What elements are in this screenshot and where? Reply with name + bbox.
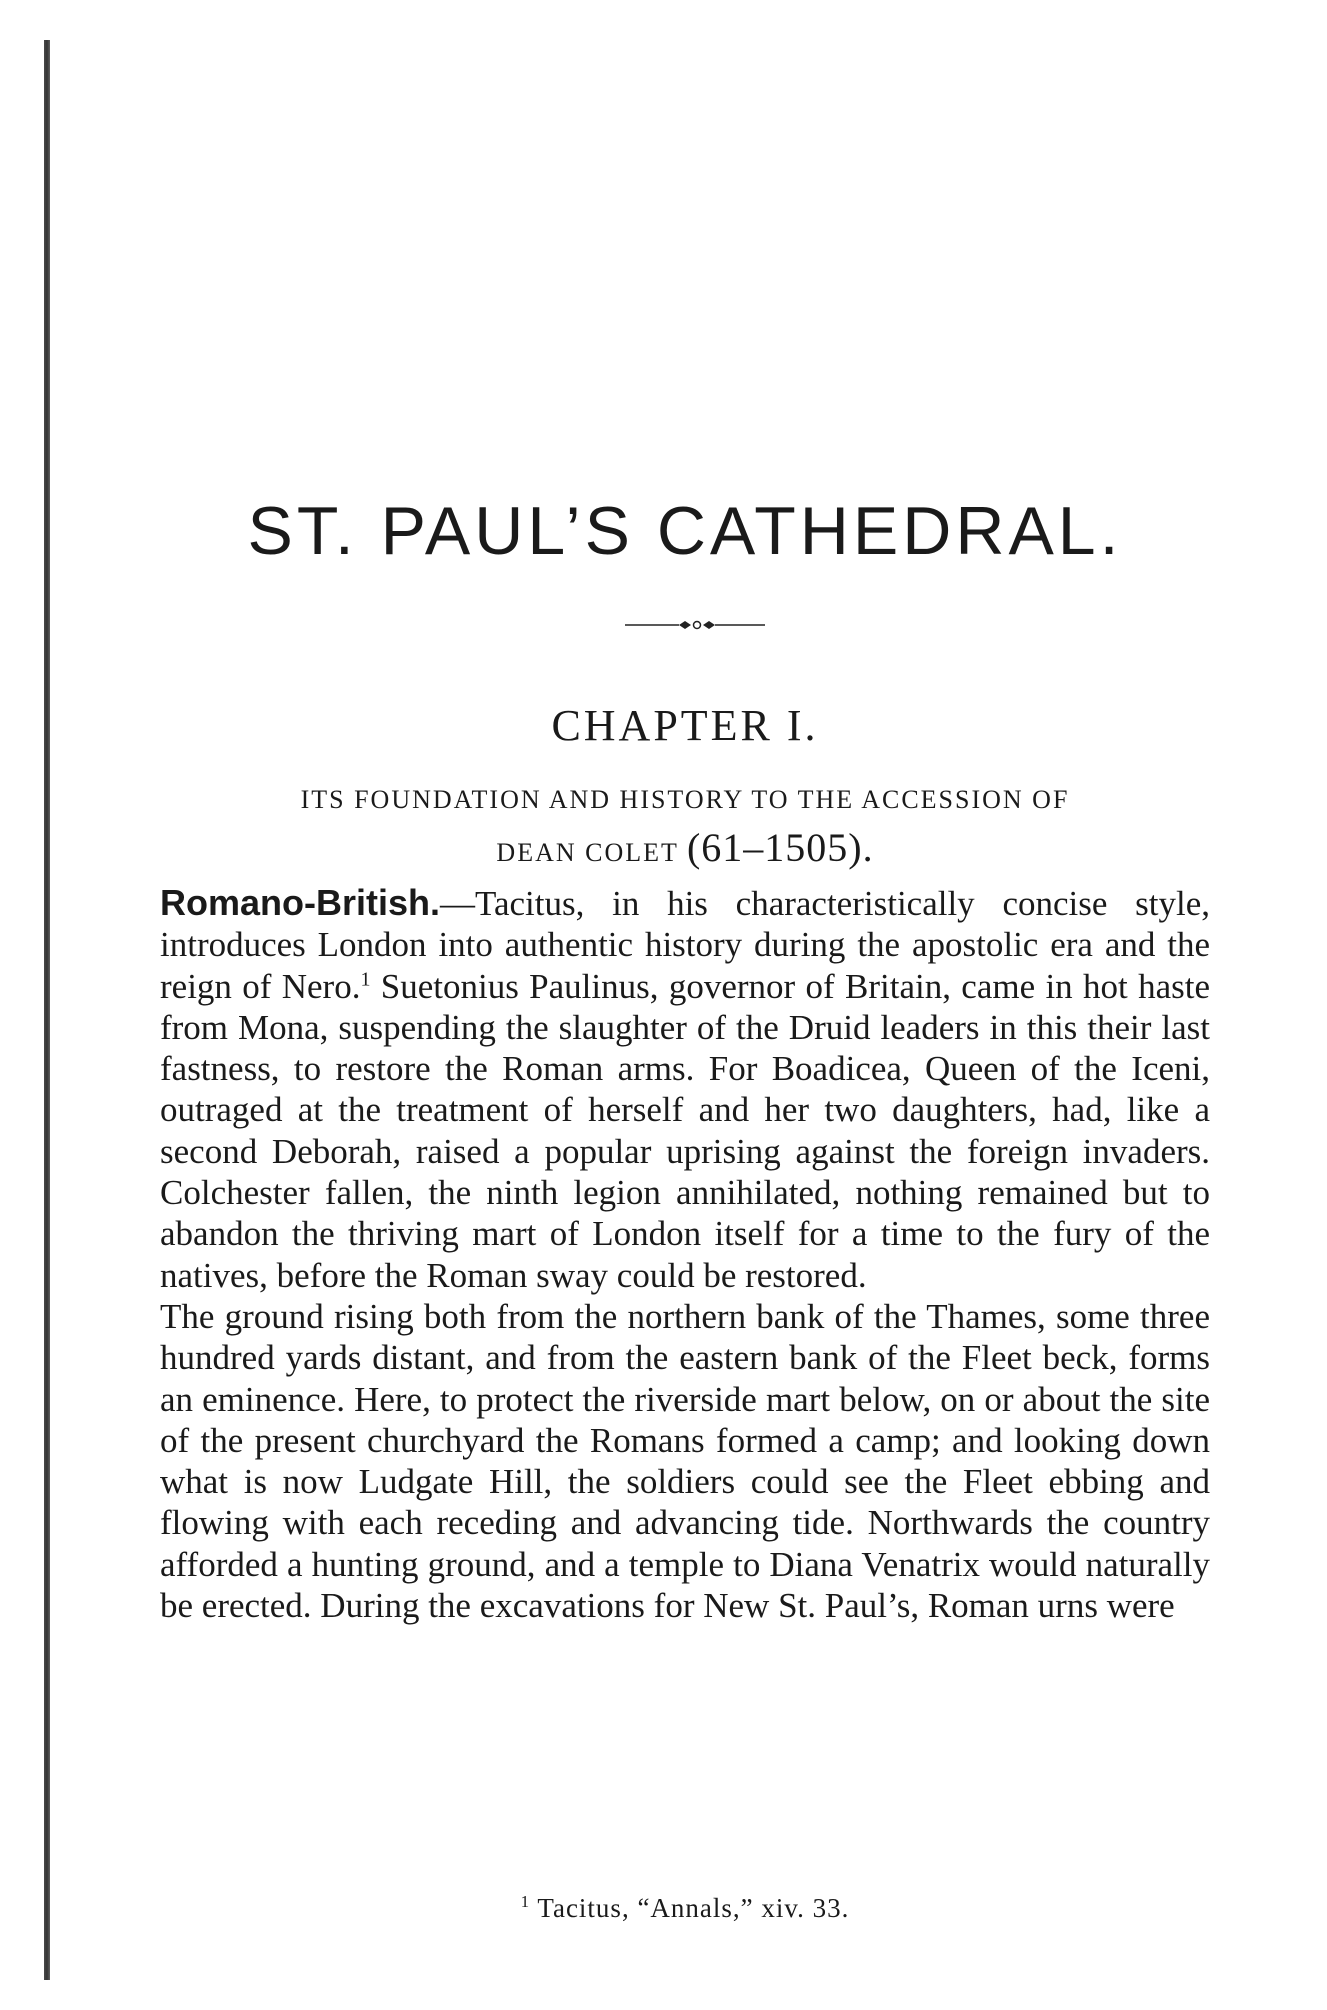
paragraph-1-part-1: —Tacitus, in his characteristically concise style, introduces London into authentic history during the apostolic era and the reign of Nero. — [160, 884, 1210, 1006]
chapter-subtitle-name: DEAN COLET — [496, 838, 679, 867]
chapter-subtitle-line2 — [160, 824, 1210, 877]
footnote-reference: 1 — [360, 967, 371, 990]
body-text — [160, 882, 1210, 1626]
chapter-subtitle-line1: ITS FOUNDATION AND HISTORY TO THE ACCESSION OF — [300, 785, 1070, 814]
paragraph-2: The ground rising both from the northern bank of the Thames, some three hundred yards distant, and from the eastern bank of the Fleet beck, forms an eminence. Here, to protect the riverside mart below, on or about the site of the present churchyard the Romans formed a camp; and looking down what is now Ludgate Hill, the soldiers could see the Fleet ebbing and flowing with each receding and advancing tide. Northwards the country afforded a hunting ground, and a temple to Diana Venatrix would naturally be erected. During the excavations for New St. Paul’s, Roman urns were — [160, 1296, 1210, 1626]
section-lead: Romano-British. — [160, 882, 441, 923]
footnote-mark: 1 — [520, 1892, 531, 1911]
ornament-divider-icon — [625, 618, 765, 632]
footnote-text: Tacitus, “Annals,” xiv. 33. — [530, 1893, 850, 1923]
chapter-heading: CHAPTER I. — [551, 701, 819, 750]
binding-edge — [44, 40, 50, 1980]
paragraph-1-part-2: Suetonius Paulinus, governor of Britain, came in hot haste from Mona, suspending the slaughter of the Druid leaders in this their last fastness, to restore the Roman arms. For Boadicea, Queen of the Iceni, outraged at the treatment of herself and her two daughters, had, like a second Deborah, raised a popular uprising against the foreign invaders. Colchester fallen, the ninth legion annihilated, nothing remained but to abandon the thriving mart of London itself for a time to the fury of the natives, before the Roman sway could be restored. — [160, 966, 1210, 1295]
chapter-subtitle — [160, 776, 1210, 877]
book-title: ST. PAUL’S CATHEDRAL. — [247, 493, 1123, 569]
chapter-subtitle-years: (61–1505). — [686, 825, 874, 870]
paragraph-1 — [160, 882, 1210, 1296]
footnote — [160, 1893, 1210, 1924]
